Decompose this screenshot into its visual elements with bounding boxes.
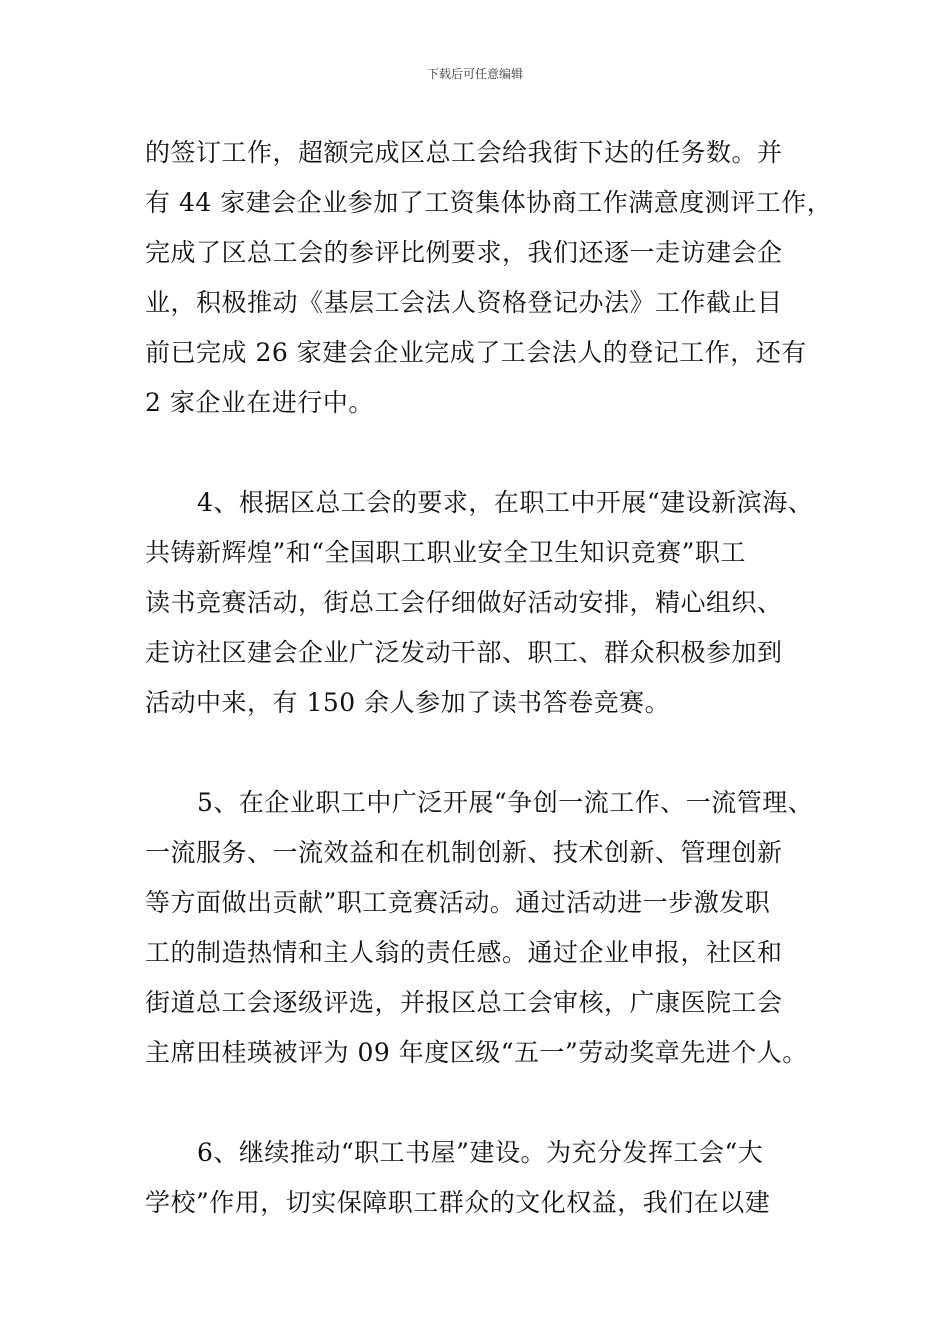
text-line: 5、在企业职工中广泛开展“争创一流工作、一流管理、 bbox=[197, 788, 814, 817]
paragraph-1 bbox=[145, 128, 833, 428]
text-line: 4、根据区总工会的要求，在职工中开展“建设新滨海、 bbox=[197, 488, 814, 517]
text-line: 一流服务、一流效益和在机制创新、技术创新、管理创新 bbox=[145, 838, 783, 867]
text-line: 主席田桂瑛被评为 09 年度区级“五一”劳动奖章先进个人。 bbox=[145, 1038, 808, 1067]
text-line: 有 44 家建会企业参加了工资集体协商工作满意度测评工作， bbox=[145, 188, 833, 217]
text-line: 等方面做出贡献”职工竞赛活动。通过活动进一步激发职 bbox=[145, 888, 771, 917]
text-line: 活动中来，有 150 余人参加了读书答卷竞赛。 bbox=[145, 688, 671, 717]
paragraph-2 bbox=[145, 478, 825, 728]
paragraph-gap bbox=[145, 1078, 825, 1128]
text-line: 前已完成 26 家建会企业完成了工会法人的登记工作，还有 bbox=[145, 338, 807, 367]
paragraph-4 bbox=[145, 1128, 825, 1228]
paragraph-3 bbox=[145, 778, 825, 1078]
text-line: 的签订工作，超额完成区总工会给我街下达的任务数。并 bbox=[145, 138, 783, 167]
paragraph-gap bbox=[145, 428, 825, 478]
text-line: 走访社区建会企业广泛发动干部、职工、群众积极参加到 bbox=[145, 638, 783, 667]
text-line: 业，积极推动《基层工会法人资格登记办法》工作截止目 bbox=[145, 288, 783, 317]
text-line: 街道总工会逐级评选，并报区总工会审核，广康医院工会 bbox=[145, 988, 783, 1017]
text-line: 读书竞赛活动，街总工会仔细做好活动安排，精心组织、 bbox=[145, 588, 783, 617]
text-line: 6、继续推动“职工书屋”建设。为充分发挥工会“大 bbox=[197, 1138, 764, 1167]
text-line: 2 家企业在进行中。 bbox=[145, 388, 374, 417]
text-line: 学校”作用，切实保障职工群众的文化权益，我们在以建 bbox=[145, 1188, 771, 1217]
text-line: 完成了区总工会的参评比例要求，我们还逐一走访建会企 bbox=[145, 238, 783, 267]
text-line: 共铸新辉煌”和“全国职工职业安全卫生知识竞赛”职工 bbox=[145, 538, 746, 567]
document-body bbox=[145, 128, 833, 1228]
paragraph-gap bbox=[145, 728, 825, 778]
text-line: 工的制造热情和主人翁的责任感。通过企业申报，社区和 bbox=[145, 938, 783, 967]
page-header: 下载后可任意编辑 bbox=[426, 67, 523, 81]
